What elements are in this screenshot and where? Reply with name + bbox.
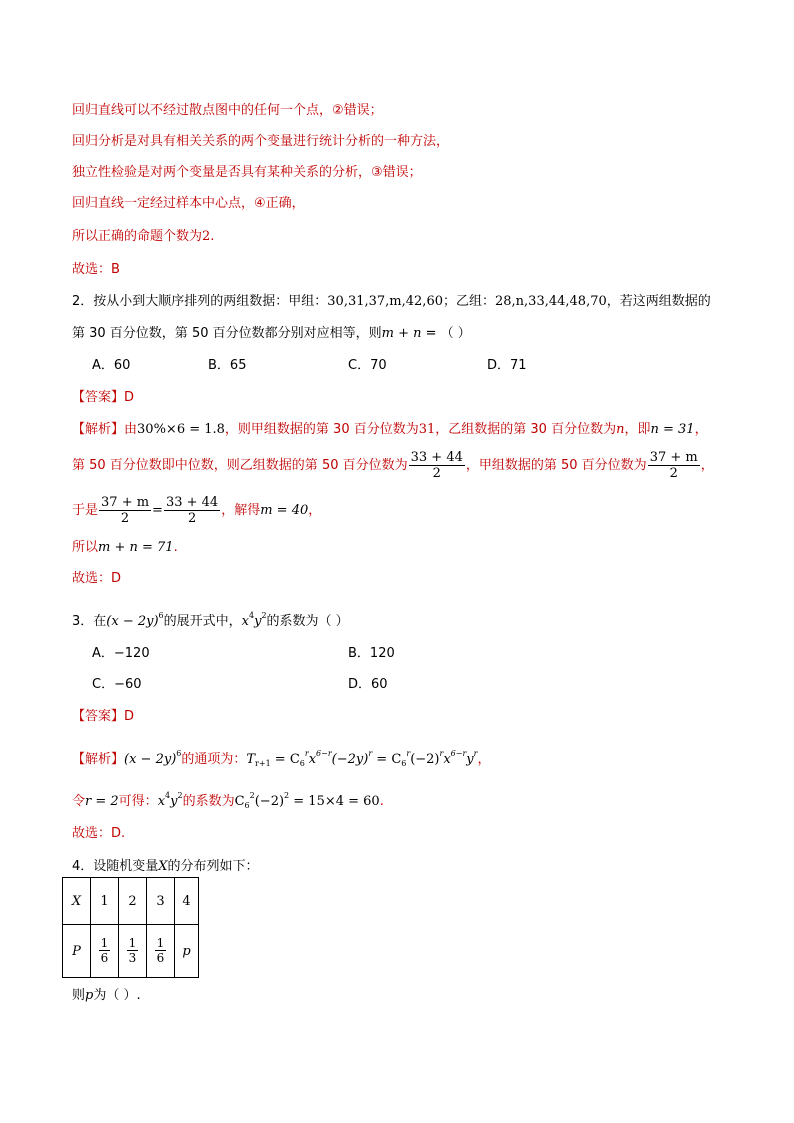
table-cell-p-1 xyxy=(91,925,119,978)
q3-a2-ye: 2 xyxy=(177,791,183,800)
text-line-6: 故选：B xyxy=(72,262,120,277)
q3-a1-y2e: r xyxy=(473,749,478,758)
q2-a2-frac-1 xyxy=(409,450,465,481)
q3-option-a: A．−120 xyxy=(92,646,150,661)
q2-a2-frac2-num: 37 + m xyxy=(649,450,698,465)
q2-analysis-line-3 xyxy=(72,494,321,528)
q3-choice: 故选：D. xyxy=(72,826,126,841)
q3-a1-Tsub: r+1 xyxy=(255,759,271,768)
q3-a1-a: 的通项为： xyxy=(181,752,247,767)
q3-analysis-label: 【解析】 xyxy=(72,752,125,767)
q2-a3-eq: = xyxy=(152,503,163,518)
q2-a1-c: 31 xyxy=(418,422,436,437)
fraction xyxy=(99,936,111,965)
q2-stem-e: = （ ） xyxy=(421,326,471,341)
q2-answer xyxy=(72,389,134,407)
q2-a1-g: n = 31 xyxy=(650,422,695,437)
q2-expr: m + n xyxy=(381,326,422,341)
q3-a2-a: 令 xyxy=(72,794,86,809)
q3-a2-b: 可得： xyxy=(118,794,158,809)
q2-a2-frac-2 xyxy=(648,450,700,481)
q3-a2-c: 的系数为 xyxy=(182,794,235,809)
q3-a2-end: . xyxy=(379,794,384,809)
q4-stem-X: X xyxy=(158,859,168,874)
q2-stem-line-1 xyxy=(72,293,711,311)
q3-a2-y: y xyxy=(170,794,178,809)
q2-analysis-line-2 xyxy=(72,449,714,483)
q2-a3-c: m = 40 xyxy=(260,503,309,518)
q2-a1-b: ，则甲组数据的第 30 百分位数为 xyxy=(224,422,419,437)
q3-term-ye: 2 xyxy=(261,611,267,620)
q4-stem-b: 的分布列如下： xyxy=(167,859,259,874)
fraction-den: 6 xyxy=(156,951,165,965)
q2-analysis-line-4 xyxy=(72,539,178,557)
q2-a2-frac2-den: 2 xyxy=(648,465,700,481)
q2-a2-b: ，甲组数据的第 50 百分位数为 xyxy=(465,458,647,473)
q3-a1-c1sup: r xyxy=(304,749,309,758)
table-cell-x-2: 2 xyxy=(119,878,147,925)
q2-a3-d: ， xyxy=(308,503,322,518)
q3-a1-p1e: r xyxy=(368,749,373,758)
fraction-den: 3 xyxy=(128,951,137,965)
text-line-5-text: 所以正确的命题个数为 xyxy=(72,229,203,244)
table-cell-p-label: P xyxy=(63,925,91,978)
q2-data-b: 28,n,33,44,48,70 xyxy=(495,294,607,309)
q3-a1-end: ， xyxy=(477,752,491,767)
q3-answer-value: D xyxy=(124,709,135,724)
q3-stem-expr: (x − 2y) xyxy=(106,614,159,629)
q3-stem xyxy=(72,607,349,631)
q3-a1-c2sup: r xyxy=(406,749,411,758)
q4-stem-a: 4．设随机变量 xyxy=(72,859,159,874)
q2-a2-a: 第 50 百分位数即中位数，则乙组数据的第 50 百分位数为 xyxy=(72,458,408,473)
q2-stem-b: ；乙组： xyxy=(442,294,495,309)
fraction xyxy=(155,936,167,965)
q2-a3-b: ，解得 xyxy=(221,503,261,518)
q2-a2-c: ， xyxy=(700,458,714,473)
q2-a1-expr: 30%×6 = 1.8 xyxy=(137,422,225,437)
q2-option-b: B．65 xyxy=(208,358,247,373)
q3-analysis-line-1 xyxy=(72,745,491,773)
table-cell-p-2 xyxy=(119,925,147,978)
q2-option-d: D．71 xyxy=(487,358,527,373)
q3-a1-y2: y xyxy=(466,752,474,767)
q2-a1-a: 由 xyxy=(124,422,138,437)
q2-a4-b: m + n = 71 xyxy=(98,540,174,555)
q2-stem-line-2 xyxy=(72,325,471,343)
q3-a2-C: C xyxy=(234,794,245,809)
q3-stem-c: 的系数为（ ） xyxy=(266,614,349,629)
q2-a3-frac1-num: 37 + m xyxy=(101,495,150,510)
q2-a4-a: 所以 xyxy=(72,540,99,555)
q3-a1-eq2: = C xyxy=(372,752,402,767)
q2-a1-h: ， xyxy=(694,422,708,437)
q3-answer-label: 【答案】 xyxy=(72,709,125,724)
q2-a3-frac2-den: 2 xyxy=(164,510,220,526)
q2-a3-a: 于是 xyxy=(72,503,99,518)
q4-stem xyxy=(72,858,259,876)
fraction-num: 1 xyxy=(156,936,165,950)
q2-stem-c: ，若这两组数据的 xyxy=(606,294,711,309)
q3-a1-x2e: 6−r xyxy=(450,749,467,758)
q2-a1-e: n xyxy=(616,422,625,437)
table-cell-x-3: 3 xyxy=(147,878,175,925)
q2-stem-a: 2．按从小到大顺序排列的两组数据：甲组： xyxy=(72,294,328,309)
q2-a2-frac1-den: 2 xyxy=(409,465,465,481)
table-cell-p-3 xyxy=(147,925,175,978)
fraction-den: 6 xyxy=(100,951,109,965)
q2-option-a: A．60 xyxy=(92,358,131,373)
q3-a2-term xyxy=(157,791,183,809)
q3-stem-a: 3．在 xyxy=(72,614,107,629)
q3-option-c: C．−60 xyxy=(92,677,142,692)
q2-a2-frac1-num: 33 + 44 xyxy=(410,450,463,465)
q3-a1-formula xyxy=(246,749,478,768)
q3-a2-xe: 4 xyxy=(165,791,171,800)
q3-a2-res: = 15×4 = 60 xyxy=(289,794,380,809)
q3-a1-p1: (−2y) xyxy=(331,752,369,767)
q3-a1-eq1: = C xyxy=(270,752,300,767)
table-cell-x-1: 1 xyxy=(91,878,119,925)
q2-a3-frac1-den: 2 xyxy=(99,510,151,526)
q3-term-xe: 4 xyxy=(248,611,255,620)
q3-a1-x1: x xyxy=(308,752,317,767)
q3-a2-pe: 2 xyxy=(284,791,290,800)
q3-a2-p: (−2) xyxy=(254,794,285,809)
table-cell-x-label: X xyxy=(63,878,91,925)
fraction-num: 1 xyxy=(100,936,109,950)
q2-a3-frac2-num: 33 + 44 xyxy=(165,495,219,510)
q4-tail-b: 为（ ）. xyxy=(93,988,141,1003)
q3-option-b: B．120 xyxy=(348,646,395,661)
q2-a3-frac-1 xyxy=(99,495,151,526)
q3-stem-exp: 6 xyxy=(158,611,164,620)
q2-a3-frac-2 xyxy=(164,495,220,526)
q2-choice: 故选：D xyxy=(72,571,122,586)
q3-a2-Csub: 6 xyxy=(244,801,250,810)
q3-answer xyxy=(72,708,134,726)
q2-answer-label: 【答案】 xyxy=(72,390,125,405)
q3-a1-x1e: 6−r xyxy=(316,749,332,758)
q3-a2-result xyxy=(234,791,380,810)
q2-a1-d: ，乙组数据的第 30 百分位数为 xyxy=(435,422,617,437)
q3-a2-r: r = 2 xyxy=(85,794,119,809)
q3-a1-c1sub: 6 xyxy=(299,759,305,768)
fraction-num: 1 xyxy=(128,936,137,950)
q3-a1-expr: (x − 2y) xyxy=(124,752,177,767)
q2-a1-f: ，即 xyxy=(624,422,651,437)
text-line-5 xyxy=(72,228,214,246)
q3-term-y: y xyxy=(254,614,262,629)
q3-a1-p2: (−2) xyxy=(410,752,440,767)
q2-analysis-line-1 xyxy=(72,421,708,439)
q4-tail-a: 则 xyxy=(72,988,86,1003)
q3-a1-c2sub: 6 xyxy=(401,759,407,768)
text-line-5-num: 2. xyxy=(202,229,215,244)
fraction xyxy=(127,936,139,965)
q2-answer-value: D xyxy=(124,390,135,405)
table-cell-x-4: 4 xyxy=(175,878,199,925)
q3-analysis-line-2 xyxy=(72,787,384,815)
text-line-3: 独立性检验是对两个变量是否具有某种关系的分析，③错误； xyxy=(72,165,422,180)
q2-analysis-label: 【解析】 xyxy=(72,422,125,437)
q2-stem-d: 第 30 百分位数，第 50 百分位数都分别对应相等，则 xyxy=(72,326,382,341)
text-line-1: 回归直线可以不经过散点图中的任何一个点，②错误； xyxy=(72,103,383,118)
q4-tail-p: p xyxy=(85,988,94,1003)
table-row-p xyxy=(63,925,199,978)
q3-a1-p2e: r xyxy=(439,749,444,758)
distribution-table xyxy=(62,877,199,978)
q2-a4-c: . xyxy=(173,540,178,555)
q3-stem-b: 的展开式中， xyxy=(163,614,242,629)
text-line-4: 回归直线一定经过样本中心点，④正确， xyxy=(72,196,305,211)
q4-tail xyxy=(72,987,141,1005)
table-row-x xyxy=(63,878,199,925)
q3-a2-Csup: 2 xyxy=(249,791,255,800)
q3-a1-exp: 6 xyxy=(176,749,182,758)
q3-a1-x2: x xyxy=(443,752,451,767)
q2-data-a: 30,31,37,m,42,60 xyxy=(327,294,443,309)
q3-a2-x: x xyxy=(157,794,166,809)
q3-term-x: x xyxy=(241,614,249,629)
q2-option-c: C．70 xyxy=(348,358,387,373)
q3-option-d: D．60 xyxy=(348,677,388,692)
text-line-2: 回归分析是对具有相关关系的两个变量进行统计分析的一种方法， xyxy=(72,134,450,149)
q3-a1-T: T xyxy=(246,752,256,767)
table-cell-p-4: p xyxy=(175,925,199,978)
